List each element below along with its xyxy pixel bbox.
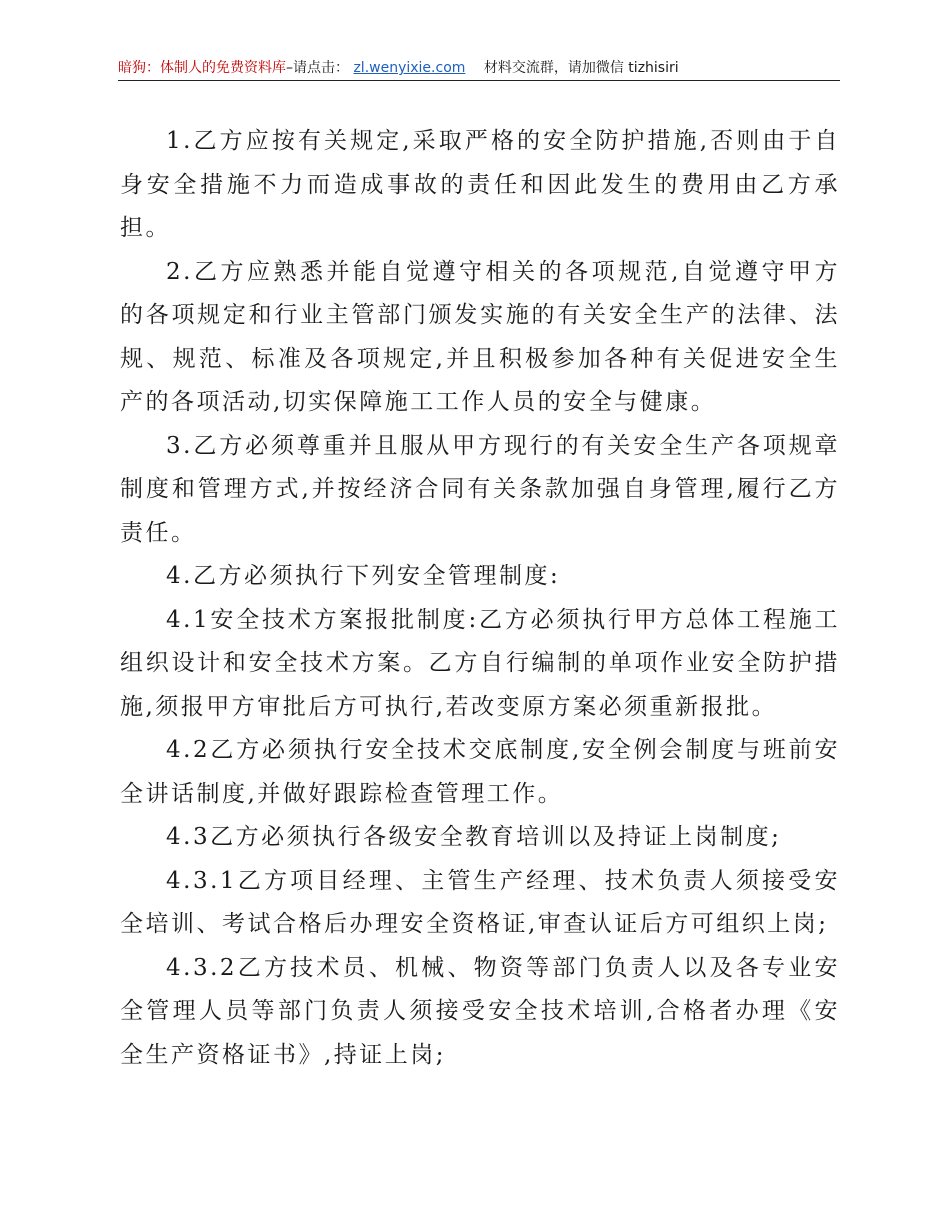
header-prompt: –请点击：	[286, 60, 349, 76]
paragraph-3: 3.乙方必须尊重并且服从甲方现行的有关安全生产各项规章制度和管理方式,并按经济合同有关条款加强自身管理,履行乙方责任。	[120, 432, 840, 546]
header-divider	[118, 80, 840, 81]
paragraph-1: 1.乙方应按有关规定,采取严格的安全防护措施,否则由于自身安全措施不力而造成事故的责任和因此发生的费用由乙方承担。	[120, 128, 840, 241]
paragraph-4-2: 4.2乙方必须执行安全技术交底制度,安全例会制度与班前安全讲话制度,并做好跟踪检查管理工作。	[120, 737, 840, 807]
paragraph-4-3: 4.3乙方必须执行各级安全教育培训以及持证上岗制度;	[166, 824, 782, 850]
header-brand: 暗狗：体制人的免费资料库	[118, 60, 286, 76]
page-header	[118, 58, 840, 80]
paragraph-4-1: 4.1安全技术方案报批制度:乙方必须执行甲方总体工程施工组织设计和安全技术方案。乙方自行编制的单项作业安全防护措施,须报甲方审批后方可执行,若改变原方案必须重新报批。	[120, 606, 840, 720]
paragraph-2: 2.乙方应熟悉并能自觉遵守相关的各项规范,自觉遵守甲方的各项规定和行业主管部门颁发实施的有关安全生产的法律、法规、规范、标准及各项规定,并且积极参加各种有关促进安全生产的各项活动,切实保障施工工作人员的安全与健康。	[120, 258, 840, 415]
paragraph-4: 4.乙方必须执行下列安全管理制度:	[166, 563, 561, 589]
header-link[interactable]: zl.wenyixie.com	[353, 60, 466, 76]
paragraph-4-3-2: 4.3.2乙方技术员、机械、物资等部门负责人以及各专业安全管理人员等部门负责人须接受安全技术培训,合格者办理《安全生产资格证书》,持证上岗;	[120, 954, 840, 1068]
header-group-info: 材料交流群，请加微信 tizhisiri	[483, 60, 679, 76]
paragraph-4-3-1: 4.3.1乙方项目经理、主管生产经理、技术负责人须接受安全培训、考试合格后办理安全资格证,审查认证后方可组织上岗;	[120, 867, 840, 937]
document-body	[120, 120, 840, 1077]
